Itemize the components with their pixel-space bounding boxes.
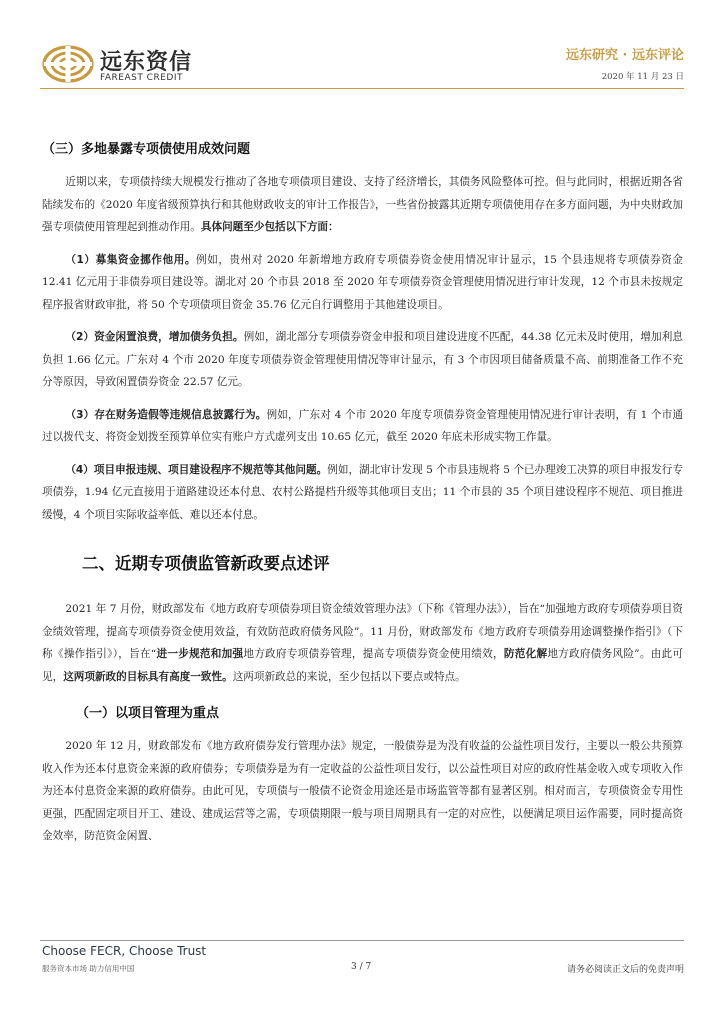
section-2-paragraph [42,598,683,688]
section-2-title: 二、近期专项债监管新政要点述评 [82,554,330,573]
intro-bold: 具体问题至少包括以下方面： [200,221,339,233]
header-divider [40,88,684,89]
page-number: 3 / 7 [351,962,372,972]
issue-2-heading: （2）资金闲置浪费，增加债务负担。 [65,331,244,343]
logo-text-cn: 远东资信 [100,50,193,75]
issue-paragraph-1 [42,249,683,317]
s2-text-c: 地方政府专项债券管理，提高专项债券资金使用绩效， [243,648,504,660]
footer-divider [40,940,684,941]
s2-text-a: 2021 年 7 月份，财政部发布《地方政府专项债券项目资金绩效管理办法》（下称《管理办法》），旨在“加强地方政府专项债券项目资金绩效管理，提高专项债券资金使用效益，有效防范政府债务风险”。11 月份，财政部发布《地方政府专项债券用途调整操作指引》（下称《操作指引》），旨在“ [42,603,683,660]
intro-text: 近期以来，专项债持续大规模发行推动了各地专项债项目建设、支持了经济增长，其债务风险整体可控。但与此同时，根据近期各省陆续发布的《2020 年度省级预算执行和其他财政收支的审计工作报告》，一些省份披露其近期专项债使用存在多方面问题，为中央财政加强专项债使用管理起到推动作用。 [42,176,683,233]
issue-paragraph-4 [42,459,683,527]
footer-subslogan: 服务资本市场 助力信用中国 [42,964,135,973]
footer-slogan: Choose FECR, Choose Trust [42,944,207,958]
issue-3-heading: （3）存在财务造假等违规信息披露行为。 [65,408,267,421]
fareast-logo-icon [42,44,94,84]
subsection-title-3: （三）多地暴露专项债使用成效问题 [42,142,251,157]
main-content [42,138,683,848]
issue-2-text: 例如，湖北部分专项债券资金申报和项目建设进度不匹配，44.38 亿元未及时使用，增加利息负担 1.66 亿元。广东对 4 个市 2020 年度专项债券资金管理使用情况等审计显示，有 3 个市因项目储备质量不高、前期准备工作不充分等原因，导致闲置债券资金 22.57 亿元。 [42,331,683,388]
header-section-title: 远东研究 · 远东评论 [566,48,684,63]
s2-bold-3: 这两项新政的目标具有高度一致性。 [63,670,233,683]
issue-4-heading: （4）项目申报违规、项目建设程序不规范等其他问题。 [65,463,328,476]
issue-1-heading: （1）募集资金挪作他用。 [65,253,197,266]
issue-paragraph-3 [42,404,683,449]
issue-1-text: 例如，贵州对 2020 年新增地方政府专项债券资金使用情况审计显示，15 个县违规将专项债券资金 12.41 亿元用于非债券项目建设等。湖北对 20 个市县 2018 至 2020 年专项债券资金管理使用情况进行审计发现，12 个市县未按规定程序报省财政审批，将 50 个专项债项目资金 35.76 亿元自行调整用于其他建设项目。 [42,253,683,311]
issue-paragraph-2 [42,326,683,394]
subsection-3-intro [42,171,683,239]
issue-3-text: 例如，广东对 4 个市 2020 年度专项债券资金管理使用情况进行审计表明，有 1 个市通过以拨代支、将资金划拨至预算单位实有账户方式虚列支出 10.65 亿元，截至 2020 年底未形成实物工作量。 [42,408,683,443]
issue-4-text: 例如，湖北审计发现 5 个市县违规将 5 个已办理竣工决算的项目申报发行专项债券，1.94 亿元直接用于道路建设还本付息、农村公路提档升级等其他项目支出；11 个市县的 35 个项目建设程序不规范、项目推进缓慢，4 个项目实际收益率低、难以还本付息。 [42,463,683,521]
s2-text-d: 地方政府债务风险”。由此可见， [42,648,684,683]
footer-disclaimer: 请务必阅读正文后的免责声明 [566,965,684,975]
s2-text-e: 这两项新政总的来说，至少包括以下要点或特点。 [232,670,466,683]
logo-text-en: FAREAST CREDIT [100,73,183,83]
header-date: 2020 年 11 月 23 日 [601,72,684,82]
s2-bold-2: 防范化解 [503,648,548,660]
subsection-2-1-paragraph: 2020 年 12 月，财政部发布《地方政府债券发行管理办法》规定，一般债券是为没有收益的公益性项目发行，主要以一般公共预算收入作为还本付息资金来源的政府债券；专项债券是为有一定收益的公益性项目发行，以公益性项目对应的政府性基金收入或专项收入作为还本付息资金来源的政府债券。由此可见，专项债与一般债不论资金用途还是市场监管等都有显著区别。相对而言，专项债资金专用性更强，匹配固定项目开工、建设、建成运营等之需，专项债期限一般与项目周期具有一定的对应性，以便满足项目运作需要，同时提高资金效率，防范资金闲置、 [42,740,683,842]
subsection-2-1-title: （一）以项目管理为重点 [76,706,220,721]
s2-bold-1: 进一步规范和加强 [156,648,244,660]
